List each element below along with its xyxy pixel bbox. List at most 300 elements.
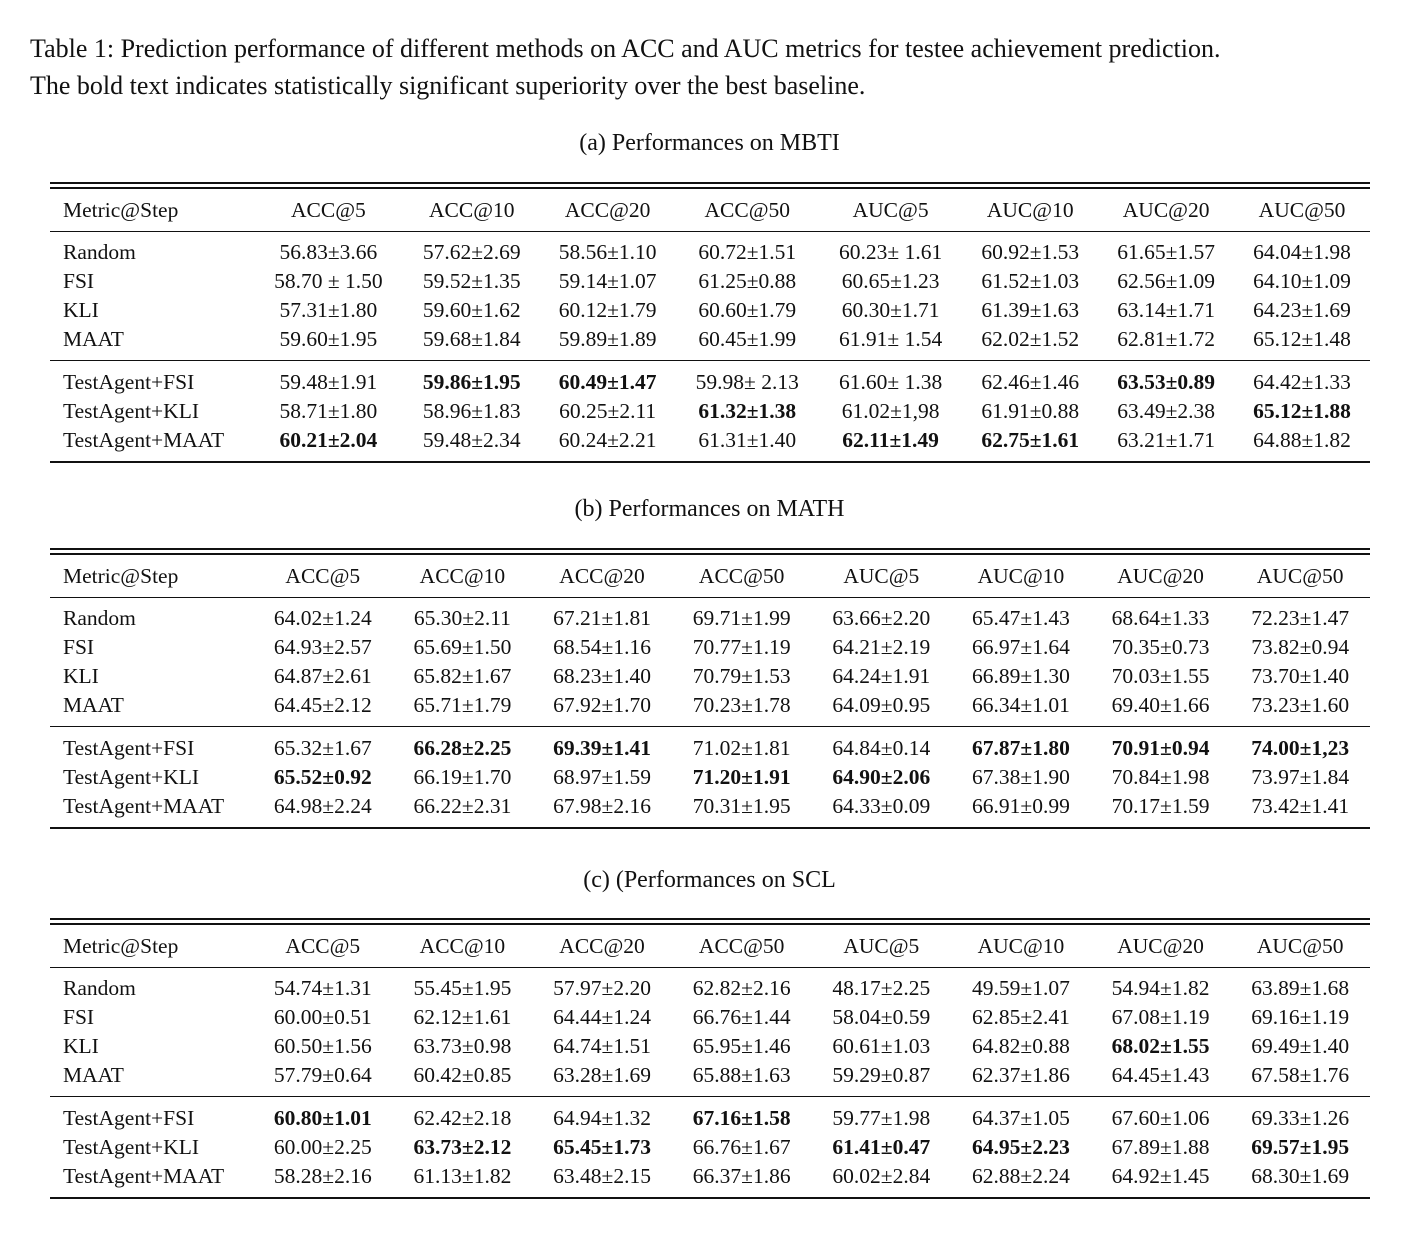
- metric-value: 64.45±2.12: [273, 693, 372, 717]
- metric-cell: [819, 368, 962, 397]
- metric-cell: [672, 1003, 812, 1032]
- metric-cell: [1230, 763, 1370, 792]
- metric-value: 65.69±1.50: [413, 635, 512, 659]
- metric-cell: [812, 1104, 952, 1133]
- method-name: TestAgent+KLI: [63, 399, 200, 423]
- metric-value: 60.50±1.56: [273, 1034, 372, 1058]
- metric-cell: [532, 691, 672, 720]
- metric-cell: [532, 763, 672, 792]
- metric-cell: [1230, 1104, 1370, 1133]
- metric-cell: [962, 267, 1098, 296]
- metric-value: 59.60±1.62: [422, 298, 521, 322]
- metric-cell: [540, 426, 676, 455]
- method-name: Random: [63, 606, 136, 630]
- metric-cell: [253, 734, 393, 763]
- metric-value: 66.37±1.86: [692, 1164, 791, 1188]
- metric-cell: [253, 1032, 393, 1061]
- metric-cell: [1091, 691, 1231, 720]
- metric-cell: [672, 633, 812, 662]
- metric-value: 70.31±1.95: [692, 794, 791, 818]
- metric-value: 61.25±0.88: [698, 269, 797, 293]
- metric-cell: [676, 397, 819, 426]
- metric-value: 65.47±1.43: [972, 606, 1070, 630]
- metric-cell: [532, 662, 672, 691]
- metric-cell: [676, 325, 819, 354]
- metric-cell: [672, 1061, 812, 1090]
- metric-cell: [540, 325, 676, 354]
- metric-value: 64.02±1.24: [273, 606, 372, 630]
- results-table-mbti: [50, 182, 1370, 463]
- significant-value: 64.90±2.06: [832, 765, 931, 789]
- metric-cell: [1091, 633, 1231, 662]
- metric-value: 60.42±0.85: [413, 1063, 512, 1087]
- column-header: AUC@5: [843, 933, 920, 958]
- significant-value: 60.49±1.47: [558, 370, 657, 394]
- metric-cell: [1091, 763, 1231, 792]
- metric-cell: [672, 792, 812, 821]
- column-header: AUC@20: [1117, 933, 1204, 958]
- metric-value: 68.23±1.40: [553, 664, 651, 688]
- metric-cell: [393, 974, 533, 1003]
- metric-value: 57.62±2.69: [422, 240, 521, 264]
- table-row: [50, 325, 1370, 354]
- metric-value: 73.97±1.84: [1251, 765, 1350, 789]
- table-bottom-rule: [50, 827, 1370, 829]
- significant-value: 65.12±1.88: [1253, 399, 1351, 423]
- metric-cell: [672, 662, 812, 691]
- metric-cell: [672, 1162, 812, 1191]
- metric-cell: [812, 691, 952, 720]
- table-top-rule: [50, 548, 1370, 555]
- metric-value: 62.42±2.18: [413, 1106, 512, 1130]
- significant-value: 67.16±1.58: [692, 1106, 791, 1130]
- method-name: TestAgent+FSI: [63, 736, 195, 760]
- metric-value: 62.37±1.86: [972, 1063, 1070, 1087]
- metric-value: 64.74±1.51: [553, 1034, 651, 1058]
- metric-cell: [393, 1032, 533, 1061]
- metric-cell: [1234, 325, 1370, 354]
- metric-cell: [951, 633, 1091, 662]
- metric-value: 73.70±1.40: [1251, 664, 1350, 688]
- metric-cell: [1098, 238, 1234, 267]
- caption-line-1: Table 1: Prediction performance of different methods on ACC and AUC metrics for testee achievement prediction.: [30, 34, 1221, 63]
- metric-cell: [819, 267, 962, 296]
- metric-value: 60.65±1.23: [841, 269, 940, 293]
- significant-value: 70.91±0.94: [1111, 736, 1210, 760]
- metric-value: 64.84±0.14: [832, 736, 931, 760]
- metric-cell: [253, 1133, 393, 1162]
- metric-value: 63.48±2.15: [553, 1164, 651, 1188]
- metric-value: 73.42±1.41: [1251, 794, 1350, 818]
- method-name: KLI: [63, 664, 99, 688]
- significant-value: 69.39±1.41: [553, 736, 651, 760]
- subtable-title-scl: (c) (Performances on SCL: [583, 867, 836, 893]
- metric-value: 58.71±1.80: [279, 399, 378, 423]
- metric-cell: [672, 1133, 812, 1162]
- metric-value: 61.31±1.40: [698, 428, 797, 452]
- metric-value: 59.29±0.87: [832, 1063, 931, 1087]
- metric-cell: [1098, 368, 1234, 397]
- metric-cell: [951, 604, 1091, 633]
- metric-cell: [1234, 296, 1370, 325]
- metric-cell: [404, 397, 540, 426]
- method-name: FSI: [63, 635, 95, 659]
- metric-value: 63.73±0.98: [413, 1034, 512, 1058]
- data-table: [50, 925, 1370, 1197]
- metric-cell: [532, 1061, 672, 1090]
- metric-cell: [532, 792, 672, 821]
- metric-value: 60.61±1.03: [832, 1034, 931, 1058]
- metric-cell: [812, 763, 952, 792]
- metric-cell: [393, 604, 533, 633]
- metric-cell: [951, 1162, 1091, 1191]
- metric-cell: [393, 1104, 533, 1133]
- metric-value: 61.13±1.82: [413, 1164, 512, 1188]
- metric-cell: [672, 763, 812, 792]
- table-top-rule: [50, 918, 1370, 925]
- metric-value: 64.87±2.61: [273, 664, 372, 688]
- significant-value: 61.41±0.47: [832, 1135, 931, 1159]
- metric-cell: [1091, 662, 1231, 691]
- metric-value: 63.66±2.20: [832, 606, 931, 630]
- metric-value: 60.24±2.21: [558, 428, 657, 452]
- metric-cell: [819, 325, 962, 354]
- significant-value: 64.95±2.23: [972, 1135, 1070, 1159]
- metric-value: 59.98± 2.13: [695, 370, 799, 394]
- metric-value: 62.02±1.52: [981, 327, 1080, 351]
- method-name: FSI: [63, 269, 95, 293]
- metric-value: 61.91±0.88: [981, 399, 1080, 423]
- metric-cell: [951, 691, 1091, 720]
- table-row: [50, 1032, 1370, 1061]
- metric-value: 64.04±1.98: [1253, 240, 1351, 264]
- metric-value: 61.65±1.57: [1117, 240, 1216, 264]
- metric-value: 65.95±1.46: [692, 1034, 791, 1058]
- metric-value: 62.82±2.16: [692, 976, 791, 1000]
- metric-cell: [819, 238, 962, 267]
- metric-cell: [253, 974, 393, 1003]
- metric-value: 57.97±2.20: [553, 976, 651, 1000]
- method-name: TestAgent+FSI: [63, 1106, 195, 1130]
- metric-value: 64.42±1.33: [1253, 370, 1351, 394]
- method-name: TestAgent+MAAT: [63, 1164, 225, 1188]
- metric-value: 59.68±1.84: [422, 327, 521, 351]
- metric-cell: [253, 633, 393, 662]
- metric-value: 49.59±1.07: [972, 976, 1070, 1000]
- metric-cell: [404, 325, 540, 354]
- metric-value: 59.14±1.07: [558, 269, 657, 293]
- column-header: Metric@Step: [63, 563, 179, 588]
- metric-value: 56.83±3.66: [279, 240, 378, 264]
- metric-cell: [951, 1032, 1091, 1061]
- metric-cell: [253, 763, 393, 792]
- metric-cell: [672, 1104, 812, 1133]
- metric-value: 67.38±1.90: [972, 765, 1070, 789]
- metric-cell: [812, 1032, 952, 1061]
- metric-cell: [404, 267, 540, 296]
- metric-value: 70.17±1.59: [1111, 794, 1210, 818]
- metric-cell: [962, 426, 1098, 455]
- metric-value: 63.21±1.71: [1117, 428, 1216, 452]
- metric-value: 68.30±1.69: [1251, 1164, 1350, 1188]
- metric-cell: [1098, 426, 1234, 455]
- metric-value: 59.48±1.91: [279, 370, 378, 394]
- metric-value: 59.77±1.98: [832, 1106, 931, 1130]
- column-header: ACC@5: [291, 197, 366, 222]
- table-row: [50, 792, 1370, 821]
- metric-value: 66.97±1.64: [972, 635, 1070, 659]
- metric-cell: [812, 792, 952, 821]
- metric-value: 64.94±1.32: [553, 1106, 651, 1130]
- metric-value: 64.10±1.09: [1253, 269, 1351, 293]
- method-name: TestAgent+KLI: [63, 1135, 200, 1159]
- metric-cell: [672, 604, 812, 633]
- metric-cell: [253, 1003, 393, 1032]
- metric-value: 61.60± 1.38: [839, 370, 943, 394]
- metric-value: 62.88±2.24: [972, 1164, 1070, 1188]
- metric-cell: [812, 734, 952, 763]
- metric-value: 60.60±1.79: [698, 298, 797, 322]
- column-header: AUC@10: [977, 563, 1065, 588]
- metric-value: 69.33±1.26: [1251, 1106, 1350, 1130]
- metric-cell: [1230, 1003, 1370, 1032]
- table-row: [50, 397, 1370, 426]
- metric-cell: [393, 691, 533, 720]
- metric-cell: [532, 604, 672, 633]
- column-header: Metric@Step: [63, 197, 179, 222]
- column-header: ACC@50: [704, 197, 791, 222]
- metric-value: 55.45±1.95: [413, 976, 512, 1000]
- metric-value: 57.79±0.64: [273, 1063, 372, 1087]
- method-name: TestAgent+KLI: [63, 765, 200, 789]
- metric-value: 64.44±1.24: [553, 1005, 651, 1029]
- column-header: ACC@50: [698, 563, 785, 588]
- metric-value: 61.39±1.63: [981, 298, 1080, 322]
- metric-value: 60.72±1.51: [698, 240, 797, 264]
- metric-value: 67.21±1.81: [553, 606, 651, 630]
- metric-cell: [540, 238, 676, 267]
- metric-cell: [812, 633, 952, 662]
- metric-cell: [1091, 1162, 1231, 1191]
- subtable-title-mbti: (a) Performances on MBTI: [579, 130, 840, 156]
- significant-value: 74.00±1,23: [1251, 736, 1350, 760]
- metric-cell: [672, 691, 812, 720]
- column-header: AUC@20: [1117, 563, 1204, 588]
- metric-cell: [672, 1032, 812, 1061]
- metric-cell: [1234, 397, 1370, 426]
- metric-value: 70.79±1.53: [692, 664, 791, 688]
- metric-value: 54.94±1.82: [1111, 976, 1210, 1000]
- significant-value: 63.73±2.12: [413, 1135, 512, 1159]
- significant-value: 71.20±1.91: [692, 765, 791, 789]
- metric-cell: [393, 1061, 533, 1090]
- metric-cell: [393, 734, 533, 763]
- header-row: [50, 189, 1370, 232]
- metric-cell: [676, 296, 819, 325]
- column-header: AUC@10: [977, 933, 1065, 958]
- metric-value: 64.98±2.24: [273, 794, 372, 818]
- metric-cell: [672, 974, 812, 1003]
- metric-cell: [951, 792, 1091, 821]
- metric-value: 73.23±1.60: [1251, 693, 1350, 717]
- metric-value: 60.12±1.79: [558, 298, 657, 322]
- metric-cell: [951, 763, 1091, 792]
- table-row: [50, 1061, 1370, 1090]
- table-row: [50, 1133, 1370, 1162]
- metric-cell: [1091, 604, 1231, 633]
- metric-value: 66.76±1.67: [692, 1135, 791, 1159]
- column-header: ACC@20: [564, 197, 651, 222]
- metric-value: 58.70 ± 1.50: [274, 269, 383, 293]
- metric-cell: [393, 763, 533, 792]
- metric-value: 67.58±1.76: [1251, 1063, 1350, 1087]
- method-name: KLI: [63, 298, 99, 322]
- header-row: [50, 925, 1370, 968]
- metric-cell: [1091, 1061, 1231, 1090]
- metric-cell: [676, 267, 819, 296]
- metric-value: 66.76±1.44: [692, 1005, 791, 1029]
- metric-value: 58.96±1.83: [422, 399, 521, 423]
- results-table-scl: [50, 918, 1370, 1199]
- significant-value: 59.86±1.95: [422, 370, 521, 394]
- metric-value: 62.12±1.61: [413, 1005, 512, 1029]
- column-header: ACC@50: [698, 933, 785, 958]
- metric-value: 72.23±1.47: [1251, 606, 1350, 630]
- metric-value: 69.49±1.40: [1251, 1034, 1350, 1058]
- metric-value: 64.21±2.19: [832, 635, 931, 659]
- metric-cell: [404, 296, 540, 325]
- metric-value: 70.77±1.19: [692, 635, 791, 659]
- method-name: MAAT: [63, 693, 124, 717]
- data-table: [50, 189, 1370, 461]
- metric-cell: [1230, 734, 1370, 763]
- table-row: [50, 691, 1370, 720]
- metric-cell: [676, 238, 819, 267]
- metric-value: 71.02±1.81: [692, 736, 791, 760]
- metric-value: 64.92±1.45: [1111, 1164, 1210, 1188]
- metric-cell: [1091, 1032, 1231, 1061]
- metric-value: 61.52±1.03: [981, 269, 1080, 293]
- metric-value: 60.25±2.11: [559, 399, 657, 423]
- metric-value: 62.46±1.46: [981, 370, 1080, 394]
- metric-cell: [253, 426, 404, 455]
- column-header: ACC@20: [559, 933, 645, 958]
- table-row: [50, 604, 1370, 633]
- column-header: ACC@10: [419, 563, 506, 588]
- significant-value: 65.52±0.92: [273, 765, 372, 789]
- metric-cell: [253, 792, 393, 821]
- subtable-title-math: (b) Performances on MATH: [574, 496, 845, 522]
- metric-cell: [532, 734, 672, 763]
- method-name: TestAgent+MAAT: [63, 428, 225, 452]
- metric-cell: [962, 368, 1098, 397]
- column-header: ACC@10: [419, 933, 506, 958]
- metric-value: 58.04±0.59: [832, 1005, 931, 1029]
- table-bottom-rule: [50, 461, 1370, 463]
- table-row: [50, 296, 1370, 325]
- metric-value: 64.09±0.95: [832, 693, 931, 717]
- table-row: [50, 734, 1370, 763]
- metric-value: 65.82±1.67: [413, 664, 512, 688]
- metric-cell: [1098, 325, 1234, 354]
- metric-cell: [253, 267, 404, 296]
- metric-value: 63.14±1.71: [1117, 298, 1216, 322]
- metric-value: 64.88±1.82: [1253, 428, 1351, 452]
- table-row: [50, 633, 1370, 662]
- metric-cell: [532, 1032, 672, 1061]
- metric-value: 64.45±1.43: [1111, 1063, 1210, 1087]
- column-header: ACC@5: [285, 563, 361, 588]
- metric-value: 60.30±1.71: [841, 298, 940, 322]
- metric-value: 66.91±0.99: [972, 794, 1070, 818]
- metric-value: 59.52±1.35: [422, 269, 521, 293]
- column-header: AUC@10: [986, 197, 1074, 222]
- method-name: TestAgent+MAAT: [63, 794, 225, 818]
- metric-value: 64.93±2.57: [273, 635, 372, 659]
- metric-cell: [951, 734, 1091, 763]
- metric-value: 66.22±2.31: [413, 794, 512, 818]
- metric-value: 64.33±0.09: [832, 794, 931, 818]
- metric-value: 67.08±1.19: [1111, 1005, 1210, 1029]
- column-header: AUC@50: [1256, 563, 1344, 588]
- table-row: [50, 238, 1370, 267]
- significant-value: 65.45±1.73: [553, 1135, 651, 1159]
- metric-value: 67.98±2.16: [553, 794, 651, 818]
- metric-cell: [253, 238, 404, 267]
- column-header: AUC@5: [843, 563, 920, 588]
- metric-value: 62.85±2.41: [972, 1005, 1070, 1029]
- metric-cell: [951, 1061, 1091, 1090]
- significant-value: 66.28±2.25: [413, 736, 512, 760]
- significant-value: 67.87±1.80: [972, 736, 1070, 760]
- metric-value: 69.71±1.99: [692, 606, 791, 630]
- table-row: [50, 368, 1370, 397]
- metric-cell: [812, 974, 952, 1003]
- metric-cell: [253, 1104, 393, 1133]
- metric-cell: [812, 1061, 952, 1090]
- metric-cell: [540, 368, 676, 397]
- method-name: FSI: [63, 1005, 95, 1029]
- table-row: [50, 1162, 1370, 1191]
- metric-cell: [962, 238, 1098, 267]
- metric-cell: [672, 734, 812, 763]
- metric-value: 67.89±1.88: [1111, 1135, 1210, 1159]
- metric-cell: [253, 296, 404, 325]
- metric-cell: [812, 1162, 952, 1191]
- significant-value: 62.11±1.49: [842, 428, 939, 452]
- metric-value: 60.00±2.25: [273, 1135, 372, 1159]
- metric-cell: [253, 691, 393, 720]
- metric-cell: [540, 397, 676, 426]
- column-header: Metric@Step: [63, 933, 179, 958]
- metric-cell: [1234, 368, 1370, 397]
- metric-value: 59.48±2.34: [422, 428, 521, 452]
- metric-cell: [1234, 426, 1370, 455]
- metric-cell: [819, 296, 962, 325]
- method-name: MAAT: [63, 1063, 124, 1087]
- metric-cell: [404, 368, 540, 397]
- metric-cell: [393, 1162, 533, 1191]
- metric-cell: [532, 1162, 672, 1191]
- metric-value: 68.97±1.59: [553, 765, 651, 789]
- metric-cell: [253, 325, 404, 354]
- table-row: [50, 763, 1370, 792]
- metric-cell: [819, 397, 962, 426]
- significant-value: 62.75±1.61: [981, 428, 1080, 452]
- method-name: MAAT: [63, 327, 124, 351]
- metric-cell: [1091, 1133, 1231, 1162]
- metric-cell: [1230, 662, 1370, 691]
